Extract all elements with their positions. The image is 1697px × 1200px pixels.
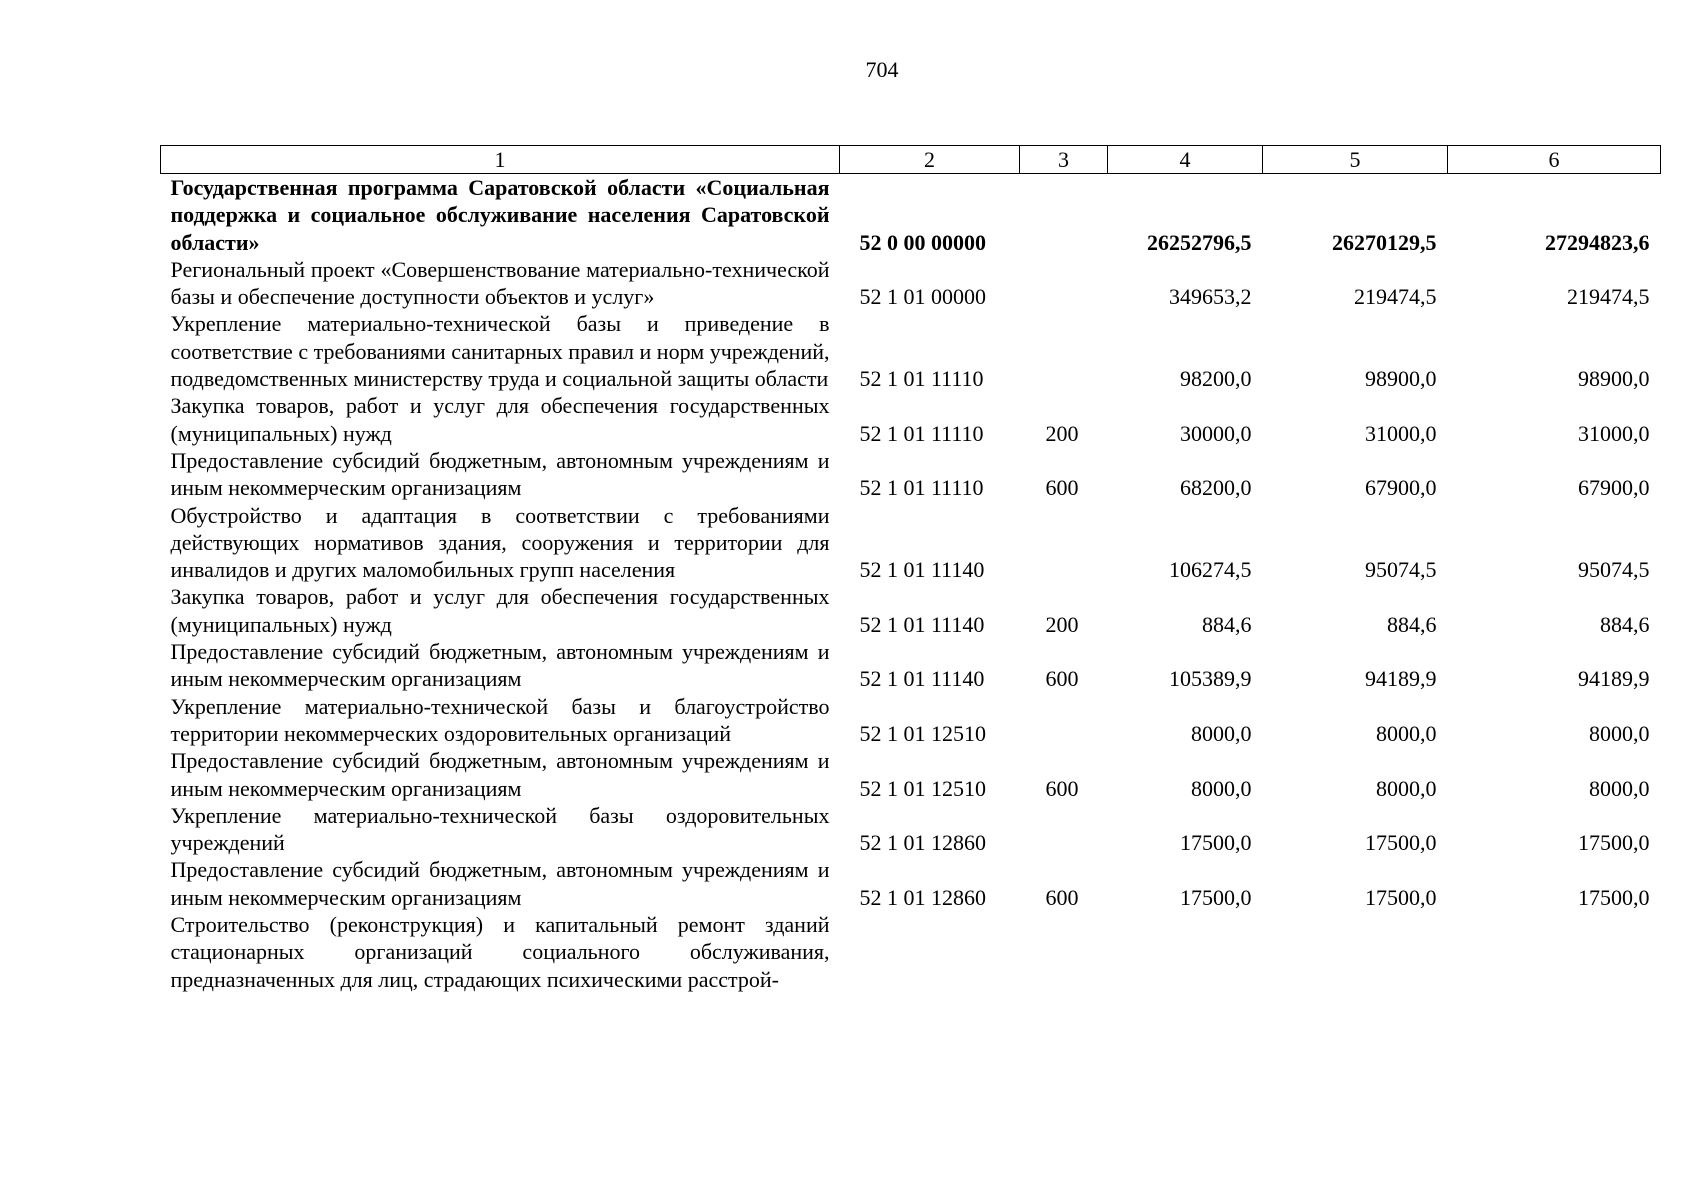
row-code: 52 1 01 00000 — [859, 284, 986, 310]
row-value-year1: 8000,0 — [1191, 720, 1252, 746]
row-kvr — [1020, 174, 1108, 256]
row-value-year1: 68200,0 — [1180, 475, 1252, 501]
row-value-year3: 17500,0 — [1578, 884, 1650, 910]
row-value-year3: 95074,5 — [1578, 557, 1650, 583]
row-value-year3: 17500,0 — [1578, 830, 1650, 856]
row-value-year1: 8000,0 — [1191, 775, 1252, 801]
row-code: 52 1 01 11110 — [859, 475, 984, 501]
row-value-year2 — [1263, 911, 1448, 993]
row-value-year2: 884,6 — [1387, 611, 1437, 637]
row-kvr — [1020, 693, 1108, 748]
row-kvr: 600 — [1045, 775, 1079, 801]
table-row — [161, 310, 1661, 392]
row-kvr — [1020, 256, 1108, 311]
row-value-year2: 95074,5 — [1365, 557, 1437, 583]
row-value-year3: 67900,0 — [1578, 475, 1650, 501]
row-code: 52 1 01 11110 — [859, 420, 984, 446]
row-value-year3: 94189,9 — [1578, 666, 1650, 692]
header-col-year1: 4 — [1108, 146, 1263, 174]
table-row — [161, 911, 1661, 993]
row-value-year1: 349653,2 — [1169, 284, 1252, 310]
row-value-year1: 105389,9 — [1169, 666, 1252, 692]
row-kvr: 600 — [1045, 666, 1079, 692]
header-row — [161, 146, 1661, 174]
table-row — [161, 583, 1661, 638]
row-code: 52 1 01 11110 — [859, 366, 984, 392]
row-value-year2: 94189,9 — [1365, 666, 1437, 692]
row-value-year3: 31000,0 — [1578, 420, 1650, 446]
row-value-year3: 8000,0 — [1589, 775, 1650, 801]
row-value-year3: 884,6 — [1600, 611, 1650, 637]
row-name: Закупка товаров, работ и услуг для обеспечения государственных (муниципальных) нужд — [170, 584, 830, 637]
row-value-year1: 17500,0 — [1180, 884, 1252, 910]
row-kvr: 600 — [1045, 884, 1079, 910]
row-name: Строительство (реконструкция) и капитальный ремонт зданий стационарных организаций социального обслуживания, предназначенных для лиц, страдающих психическими расстрой- — [170, 912, 830, 992]
row-code: 52 0 00 00000 — [859, 229, 986, 255]
row-kvr — [1020, 502, 1108, 584]
table-row — [161, 856, 1661, 911]
row-name: Государственная программа Саратовской области «Социальная поддержка и социальное обслуживание населения Саратовской области» — [170, 175, 830, 255]
row-value-year1: 884,6 — [1202, 611, 1252, 637]
header-col-year3: 6 — [1448, 146, 1661, 174]
row-name: Предоставление субсидий бюджетным, автономным учреждениям и иным некоммерческим организациям — [170, 748, 830, 801]
row-name: Предоставление субсидий бюджетным, автономным учреждениям и иным некоммерческим организациям — [170, 857, 830, 910]
row-value-year2: 26270129,5 — [1332, 229, 1437, 255]
row-kvr — [1020, 802, 1108, 857]
row-name: Региональный проект «Совершенствование материально-технической базы и обеспечение доступности объектов и услуг» — [170, 256, 830, 310]
row-value-year1: 106274,5 — [1169, 557, 1252, 583]
row-code: 52 1 01 11140 — [859, 666, 985, 692]
header-col-code: 2 — [840, 146, 1020, 174]
row-kvr: 600 — [1045, 475, 1079, 501]
row-value-year1: 17500,0 — [1180, 830, 1252, 856]
header-col-year2: 5 — [1263, 146, 1448, 174]
row-name: Предоставление субсидий бюджетным, автономным учреждениям и иным некоммерческим организациям — [170, 639, 830, 692]
row-value-year2: 8000,0 — [1376, 775, 1437, 801]
row-value-year2: 31000,0 — [1365, 420, 1437, 446]
row-name: Закупка товаров, работ и услуг для обеспечения государственных (муниципальных) нужд — [170, 393, 830, 446]
budget-table — [160, 145, 1661, 993]
table-row — [161, 447, 1661, 502]
row-value-year2: 98900,0 — [1365, 366, 1437, 392]
row-value-year2: 8000,0 — [1376, 720, 1437, 746]
row-code: 52 1 01 12510 — [859, 720, 986, 746]
row-value-year1 — [1108, 911, 1263, 993]
row-value-year2: 17500,0 — [1365, 830, 1437, 856]
table-row — [161, 638, 1661, 693]
row-name: Предоставление субсидий бюджетным, автономным учреждениям и иным некоммерческим организациям — [170, 447, 830, 501]
table-row — [161, 502, 1661, 584]
row-kvr: 200 — [1045, 611, 1079, 637]
row-code: 52 1 01 11140 — [859, 611, 985, 637]
row-code: 52 1 01 11140 — [859, 557, 985, 583]
row-kvr — [1020, 310, 1108, 392]
row-value-year1: 98200,0 — [1180, 366, 1252, 392]
table-row — [161, 747, 1661, 802]
row-value-year3: 219474,5 — [1567, 284, 1650, 310]
row-code — [840, 911, 1020, 993]
row-value-year2: 67900,0 — [1365, 475, 1437, 501]
row-value-year3: 8000,0 — [1589, 720, 1650, 746]
row-code: 52 1 01 12860 — [859, 884, 986, 910]
row-value-year1: 30000,0 — [1180, 420, 1252, 446]
row-name: Укрепление материально-технической базы оздоровительных учреждений — [170, 802, 830, 856]
row-code: 52 1 01 12860 — [859, 830, 986, 856]
row-value-year3: 27294823,6 — [1545, 229, 1650, 255]
row-value-year2: 219474,5 — [1354, 284, 1437, 310]
row-value-year3: 98900,0 — [1578, 366, 1650, 392]
table-row — [161, 392, 1661, 447]
row-name: Укрепление материально-технической базы и благоустройство территории некоммерческих оздоровительных организаций — [170, 693, 830, 746]
table-row — [161, 802, 1661, 857]
table-header — [161, 146, 1661, 174]
row-kvr — [1020, 911, 1108, 993]
table-row — [161, 693, 1661, 748]
header-col-name: 1 — [161, 146, 840, 174]
row-value-year1: 26252796,5 — [1147, 229, 1252, 255]
header-col-kvr: 3 — [1020, 146, 1108, 174]
row-name: Укрепление материально-технической базы и приведение в соответствие с требованиями санитарных правил и норм учреждений, подведомственных министерству труда и социальной защиты области — [170, 311, 830, 392]
page-number: 704 — [865, 57, 899, 82]
table-row — [161, 174, 1661, 256]
table-row — [161, 256, 1661, 311]
row-kvr: 200 — [1045, 420, 1079, 446]
row-value-year2: 17500,0 — [1365, 884, 1437, 910]
table-body — [161, 174, 1661, 993]
row-name: Обустройство и адаптация в соответствии с требованиями действующих нормативов здания, сооружения и территории для инвалидов и других маломобильных групп населения — [170, 502, 830, 583]
row-code: 52 1 01 12510 — [859, 775, 986, 801]
row-value-year3 — [1448, 911, 1661, 993]
